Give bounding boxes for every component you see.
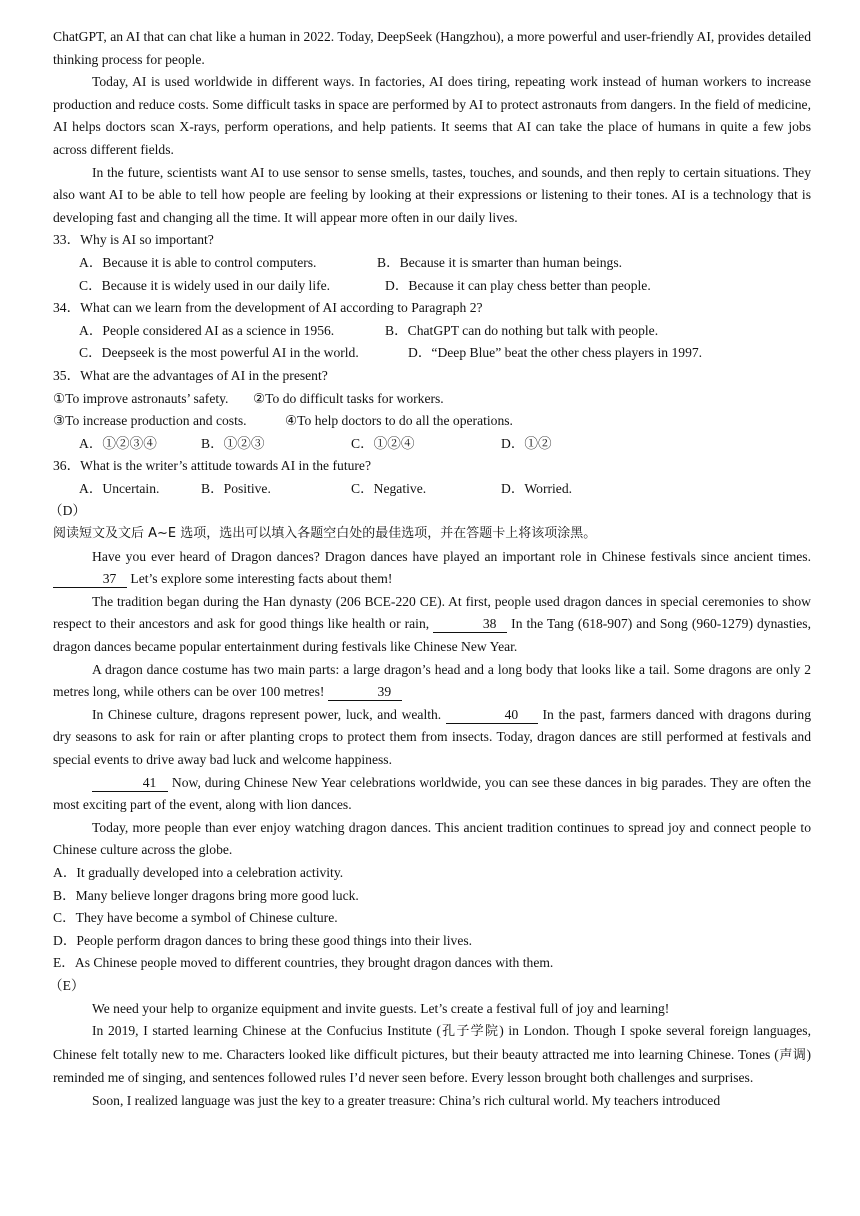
blank-39[interactable]: 39 <box>328 683 402 701</box>
blank-37[interactable]: 37 <box>53 570 127 588</box>
section-e-paragraph-2-text-b: ) in London. Though I spoke several foreign languages, Chinese felt totally new to me. Characters looked like difficult pictures, but their beauty attracted me into learning Chinese. Tones ( <box>53 1023 811 1062</box>
section-d-paragraph-4-text-b: In the past, farmers danced with dragons during dry seasons to ask for rain or after planting crops to protect them from insects. Today, dragon dances are still performed at festivals and special events to drive away bad luck and welcome happiness. <box>53 706 811 767</box>
section-d-paragraph-3 <box>53 659 811 704</box>
section-d-paragraph-4 <box>53 704 811 772</box>
section-e-label: （E） <box>49 977 85 993</box>
question-33-options-row-2 <box>53 275 811 298</box>
passage-c-paragraph-2: Today, AI is used worldwide in different ways. In factories, AI does tiring, repeating work instead of human workers to increase production and reduce costs. Some difficult tasks in space are performed by AI to protect astronauts from dangers. In the field of medicine, AI helps doctors scan X-rays, perform operations, and help patients. It seems that AI can take the place of humans in quite a few jobs across different fields. <box>53 74 811 157</box>
question-35-option-b[interactable]: B．①②③ <box>201 435 265 451</box>
question-34-options-row-2 <box>53 342 811 365</box>
passage-c-paragraph-3: In the future, scientists want AI to use sensor to sense smells, tastes, touches, and sounds, and then reply to certain situations. They also want AI to be able to tell how people are feeling by looking at their expressions or listening to their tones. AI is a technology that is developing fast and changing all the time. It will appear more often in our daily lives. <box>53 164 811 225</box>
question-36-option-c[interactable]: C．Negative. <box>351 480 427 496</box>
section-d-paragraph-1 <box>53 546 811 591</box>
question-35-statements-row-2 <box>53 410 811 433</box>
section-d-paragraph-2-text-a: The tradition began during the Han dynasty (206 BCE-220 CE). At first, people used dragon dances in special ceremonies to show respect to their ancestors and ask for good things like health or rain, <box>53 593 811 632</box>
question-35-stem: 35．What are the advantages of AI in the present? <box>53 367 328 383</box>
section-d-paragraph-1-text-a: Have you ever heard of Dragon dances? Dragon dances have played an important role in Chinese festivals since ancient times. <box>92 548 811 564</box>
section-e-paragraph-1: We need your help to organize equipment and invite guests. Let’s create a festival full of joy and learning! <box>92 1000 670 1016</box>
section-e-paragraph-3: Soon, I realized language was just the key to a greater treasure: China’s rich cultural world. My teachers introduced <box>92 1092 721 1108</box>
blank-41[interactable]: 41 <box>92 774 168 792</box>
section-d-label: （D） <box>49 503 87 519</box>
section-d-paragraph-6: Today, more people than ever enjoy watching dragon dances. This ancient tradition continues to spread joy and connect people to Chinese culture across the globe. <box>53 819 811 858</box>
question-34-option-a[interactable]: A．People considered AI as a science in 1956. <box>79 322 335 338</box>
section-d-option-d[interactable]: D．People perform dragon dances to bring these good things into their lives. <box>53 932 473 948</box>
question-34-stem: 34．What can we learn from the development of AI according to Paragraph 2? <box>53 300 483 316</box>
question-35-statement-2: ②To do difficult tasks for workers. <box>253 390 444 406</box>
section-e-paragraph-2-text-a: In 2019, I started learning Chinese at the Confucius Institute ( <box>92 1023 441 1039</box>
question-36-option-d[interactable]: D．Worried. <box>501 480 573 496</box>
question-35-options <box>53 433 811 456</box>
section-d-option-c[interactable]: C．They have become a symbol of Chinese culture. <box>53 910 338 926</box>
question-33-option-d[interactable]: D．Because it can play chess better than people. <box>385 277 651 293</box>
question-36-option-a[interactable]: A．Uncertain. <box>79 480 160 496</box>
section-d-option-b[interactable]: B．Many believe longer dragons bring more good luck. <box>53 887 359 903</box>
question-35-statement-3: ③To increase production and costs. <box>53 413 247 429</box>
question-35-option-c[interactable]: C．①②④ <box>351 435 415 451</box>
question-34-option-d[interactable]: D．“Deep Blue” beat the other chess players in 1997. <box>408 345 703 361</box>
question-33-option-b[interactable]: B．Because it is smarter than human beings. <box>377 254 623 270</box>
passage-c-paragraph-1-tail: ChatGPT, an AI that can chat like a human in 2022. Today, DeepSeek (Hangzhou), a more powerful and user-friendly AI, provides detailed thinking process for people. <box>53 29 811 67</box>
question-33-option-c[interactable]: C．Because it is widely used in our daily life. <box>79 277 331 293</box>
question-35-statements-row-1 <box>53 388 811 411</box>
section-d-paragraph-5-text-b: Now, during Chinese New Year celebrations worldwide, you can see these dances in big parades. They are often the most exciting part of the event, along with lion dances. <box>53 774 811 813</box>
question-34-options-row-1 <box>53 320 811 343</box>
question-36-options <box>53 478 811 501</box>
section-d-instruction: 阅读短文及文后 A~E 选项，选出可以填入各题空白处的最佳选项，并在答题卡上将该项涂黑。 <box>53 526 597 542</box>
question-35-option-a[interactable]: A．①②③④ <box>79 435 157 451</box>
question-34-option-c[interactable]: C．Deepseek is the most powerful AI in the world. <box>79 345 359 361</box>
section-d-paragraph-5 <box>53 772 811 817</box>
section-d-option-a[interactable]: A．It gradually developed into a celebration activity. <box>53 864 344 880</box>
confucius-institute-chinese: 孔子学院 <box>440 1024 500 1040</box>
question-35-option-d[interactable]: D．①② <box>501 435 552 451</box>
exam-page <box>49 26 811 1113</box>
section-d-paragraph-2-text-b: In the Tang (618-907) and Song (960-1279) dynasties, dragon dances became popular entertainment during festivals like Chinese New Year. <box>53 616 811 655</box>
section-d-paragraph-2 <box>53 591 811 659</box>
section-d-option-e[interactable]: E．As Chinese people moved to different countries, they brought dragon dances with them. <box>53 955 554 971</box>
tones-chinese: 声调 <box>778 1047 807 1063</box>
question-33-stem: 33．Why is AI so important? <box>53 232 214 248</box>
section-d-paragraph-1-text-b: Let’s explore some interesting facts about them! <box>130 571 393 587</box>
section-d-paragraph-3-text-a: A dragon dance costume has two main parts: a large dragon’s head and a long body that looks like a tail. Some dragons are only 2 metres long, while others can be over 100 metres! <box>53 661 811 700</box>
question-34-option-b[interactable]: B．ChatGPT can do nothing but talk with people. <box>385 322 659 338</box>
section-e-paragraph-2 <box>53 1020 811 1090</box>
question-36-option-b[interactable]: B．Positive. <box>201 480 271 496</box>
question-33-option-a[interactable]: A．Because it is able to control computers. <box>79 254 317 270</box>
question-35-statement-1: ①To improve astronauts’ safety. <box>53 390 229 406</box>
section-d-paragraph-4-text-a: In Chinese culture, dragons represent power, luck, and wealth. <box>92 706 442 722</box>
blank-38[interactable]: 38 <box>433 615 507 633</box>
blank-40[interactable]: 40 <box>446 706 538 724</box>
question-35-statement-4: ④To help doctors to do all the operations. <box>285 413 513 429</box>
question-33-options-row-1 <box>53 252 811 275</box>
question-36-stem: 36．What is the writer’s attitude towards AI in the future? <box>53 458 371 474</box>
section-e-paragraph-2-text-c: ) reminded me of singing, and sentences followed rules I’d never seen before. Every lesson brought both challenges and surprises. <box>53 1046 811 1086</box>
